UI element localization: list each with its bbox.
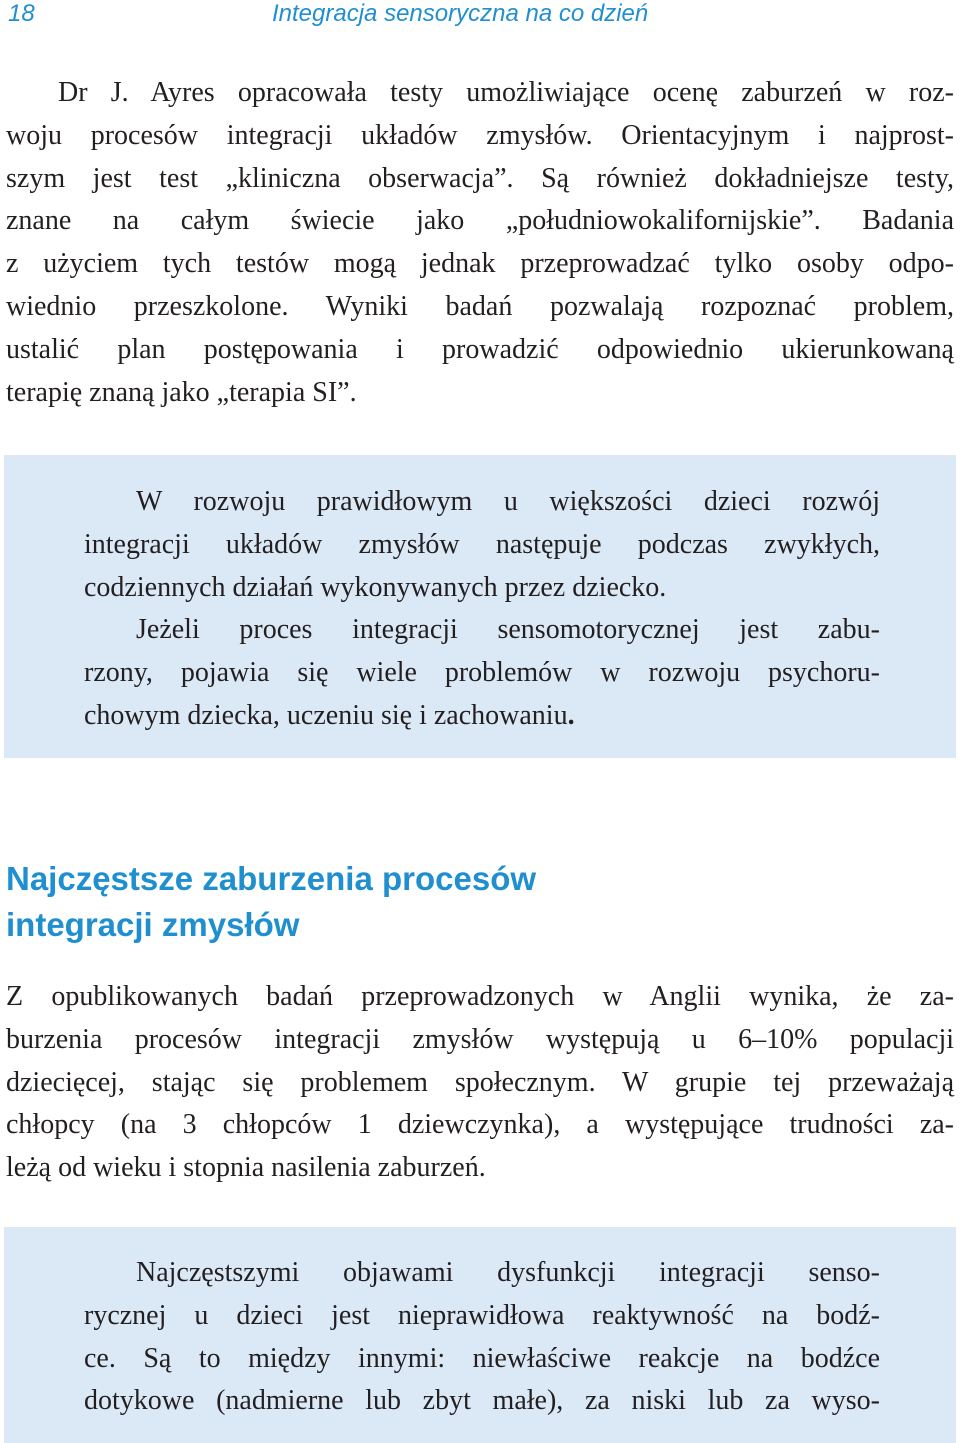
callout-box	[4, 1227, 956, 1443]
text-line: codziennych działań wykonywanych przez dziecko.	[84, 571, 667, 603]
text-line: Dr J. Ayres opracowała testy umożliwiające ocenę zaburzeń w roz-	[58, 77, 954, 108]
text-line: z użyciem tych testów mogą jednak przeprowadzać tylko osoby odpo-	[6, 248, 954, 280]
intro-paragraph	[6, 72, 954, 414]
text-line: ustalić plan postępowania i prowadzić odpowiednio ukierunkowaną	[6, 333, 954, 365]
text-line: dziecięcej, stając się problemem społecznym. W grupie tej przeważają	[6, 1066, 954, 1098]
text-line: burzenia procesów integracji zmysłów występują u 6–10% populacji	[6, 1023, 954, 1055]
text-line: terapię znaną jako „terapia SI”.	[6, 376, 357, 408]
section-paragraph	[6, 976, 954, 1190]
bold-period: .	[567, 699, 575, 731]
text-line: rzony, pojawia się wiele problemów w rozwoju psychoru-	[84, 657, 880, 689]
callout-paragraph	[84, 1252, 880, 1423]
book-title: Integracja sensoryczna na co dzień	[272, 0, 649, 27]
text-line: chłopcy (na 3 chłopców 1 dziewczynka), a występujące trudności za-	[6, 1109, 954, 1141]
text-line: szym jest test „kliniczna obserwacja”. Są również dokładniejsze testy,	[6, 162, 954, 194]
text-line: znane na całym świecie jako „południowokalifornijskie”. Badania	[6, 205, 954, 237]
page-number: 18	[8, 0, 35, 27]
section-heading	[6, 856, 906, 948]
text-line: integracji układów zmysłów następuje podczas zwykłych,	[84, 528, 880, 560]
text-line: woju procesów integracji układów zmysłów. Orientacyjnym i najprost-	[6, 119, 954, 151]
text-line: W rozwoju prawidłowym u większości dzieci rozwój	[136, 486, 880, 517]
text-line: wiednio przeszkolone. Wyniki badań pozwalają rozpoznać problem,	[6, 290, 954, 322]
text-line: Z opublikowanych badań przeprowadzonych w Anglii wynika, że za-	[6, 981, 954, 1012]
callout-paragraph	[84, 481, 880, 738]
callout-box	[4, 455, 956, 758]
heading-line: integracji zmysłów	[6, 906, 300, 943]
heading-line: Najczęstsze zaburzenia procesów	[6, 860, 537, 897]
running-head	[0, 0, 960, 34]
text-line: Najczęstszymi objawami dysfunkcji integracji senso-	[136, 1257, 880, 1288]
text-fragment: chowym dziecka, uczeniu się i zachowaniu	[84, 699, 568, 731]
text-line: leżą od wieku i stopnia nasilenia zaburzeń.	[6, 1152, 486, 1184]
text-line: dotykowe (nadmierne lub zbyt małe), za niski lub za wyso-	[84, 1385, 880, 1417]
text-line: ce. Są to między innymi: niewłaściwe reakcje na bodźce	[84, 1342, 880, 1374]
text-line	[84, 695, 880, 738]
text-line: Jeżeli proces integracji sensomotorycznej jest zabu-	[136, 614, 880, 646]
text-line: rycznej u dzieci jest nieprawidłowa reaktywność na bodź-	[84, 1299, 880, 1331]
